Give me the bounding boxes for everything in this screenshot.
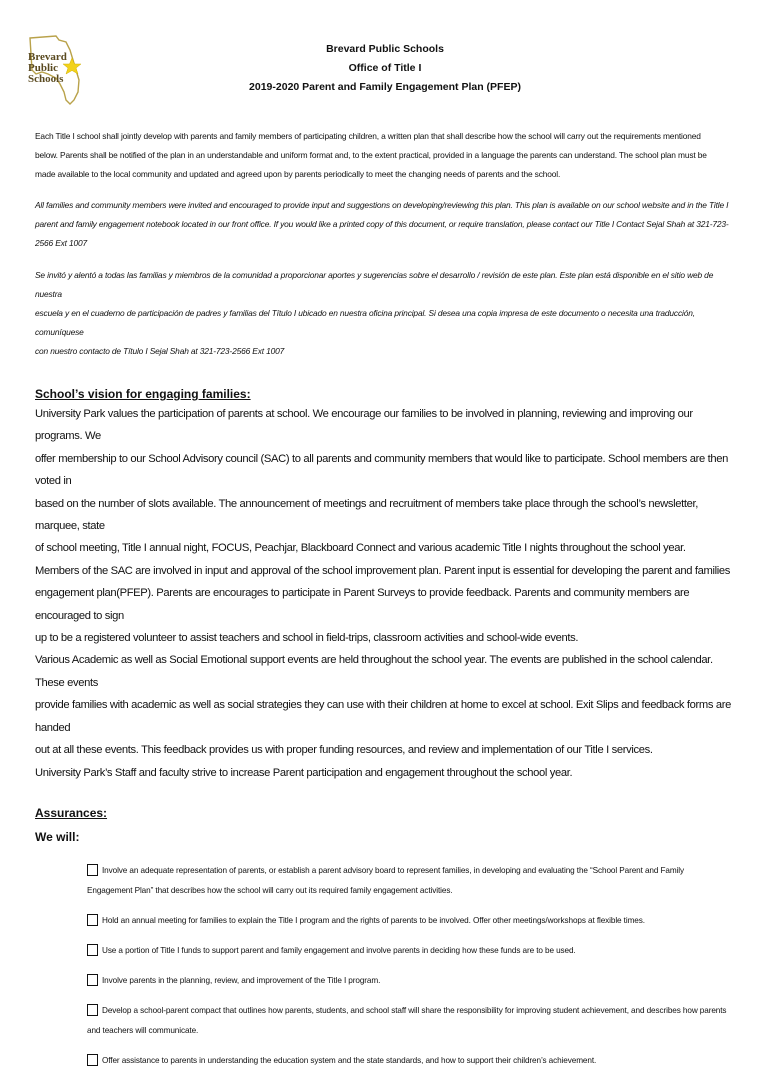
intro-paragraph [35,127,735,184]
notice-es-line: Se invitó y alentó a todas las familias y miembros de la comunidad a proporcionar aportes y sugerencias sobre el desarrollo / revisión de este plan. Este plan está disponible en el sitio web de nuestra [35,270,714,299]
assurance-list [35,861,735,1071]
assurance-checkbox[interactable] [87,1054,98,1066]
notice-en-line: All families and community members were invited and encouraged to provide input and suggestions on developing/reviewing this plan. This plan is available on our school website and in the Title I [35,200,729,210]
assurance-text: Develop a school-parent compact that outlines how parents, students, and school staff will share the responsibility for improving student achievement, and describes how parents [102,1005,727,1015]
intro-line: Each Title I school shall jointly develop with parents and family members of participating children, a written plan that shall describe how the school will carry out the requirements mentioned [35,131,701,141]
notice-spanish [35,266,735,361]
assurance-checkbox[interactable] [87,914,98,926]
assurance-item [87,971,735,991]
notice-es-line: con nuestro contacto de Título I Sejal Shah at 321-723-2566 Ext 1007 [35,346,285,356]
notice-en-line: 2566 Ext 1007 [35,238,88,248]
assurance-item [87,1051,735,1071]
assurance-text: Hold an annual meeting for families to explain the Title I program and the rights of parents to be involved. Offer other meetings/workshops at flexible times. [102,915,645,925]
assurance-text: Involve an adequate representation of parents, or establish a parent advisory board to represent families, in developing and evaluating the “School Parent and Family [102,865,685,875]
intro-line: below. Parents shall be notified of the plan in an understandable and uniform format and, to the extent practical, provided in a language the parents can understand. The school plan must be [35,150,707,160]
header-plan-title: 2019-2020 Parent and Family Engagement Plan (PFEP) [249,81,521,93]
vision-line: University Park values the participation of parents at school. We encourage our families to be involved in planning, reviewing and improving our programs. We [35,408,693,443]
vision-line: Members of the SAC are involved in input and approval of the school improvement plan. Parent input is essential for developing the parent and families [35,564,731,577]
vision-heading: School’s vision for engaging families: [35,387,251,401]
notice-en-line: parent and family engagement notebook located in our front office. If you would like a printed copy of this document, or require translation, please contact our Title I Contact Sejal Shah at 321-723- [35,219,729,229]
document-body [35,127,735,1081]
assurance-item [87,861,735,901]
vision-line: offer membership to our School Advisory council (SAC) to all parents and community members that would like to participate. School members are then voted in [35,452,729,488]
vision-line: up to be a registered volunteer to assist teachers and school in field-trips, classroom activities and school-wide events. [35,632,579,645]
header-office: Office of Title I [348,62,422,74]
notice-english [35,196,735,253]
vision-line: engagement plan(PFEP). Parents are encourages to participate in Parent Surveys to provide feedback. Parents and community members are encouraged to sign [35,587,690,622]
assurance-text: Use a portion of Title I funds to support parent and family engagement and involve parents in deciding how these funds are to be used. [102,945,576,955]
assurance-checkbox[interactable] [87,1004,98,1016]
assurance-checkbox[interactable] [87,864,98,876]
assurance-item [87,1001,735,1041]
vision-line: out at all these events. This feedback provides us with proper funding resources, and review and implementation of our Title I services. [35,744,653,757]
assurance-text-cont: Engagement Plan” that describes how the school will carry out its required family engagement activities. [87,885,453,895]
vision-line: University Park’s Staff and faculty strive to increase Parent participation and engagement throughout the school year. [35,766,573,779]
vision-line: of school meeting, Title I annual night, FOCUS, Peachjar, Blackboard Connect and various academic Title I nights throughout the school year. [35,542,686,555]
assurance-checkbox[interactable] [87,974,98,986]
assurance-text: Offer assistance to parents in understanding the education system and the state standards, and how to support their children’s achievement. [102,1055,597,1065]
assurance-item [87,941,735,961]
vision-section [35,403,735,784]
we-will-heading: We will: [35,829,80,844]
vision-line: based on the number of slots available. The announcement of meetings and recruitment of members take place through the school’s newsletter, marquee, state [35,497,699,533]
intro-line: made available to the local community and updated and agreed upon by parents periodically to meet the changing needs of parents and the school. [35,169,561,179]
assurance-item [87,911,735,931]
assurance-text-cont: and teachers will communicate. [87,1025,199,1035]
logo-line-schools: Schools [28,73,64,85]
vision-line: provide families with academic as well as social strategies they can use with their children at home to excel at school. Exit Slips and feedback forms are handed [35,699,732,734]
assurance-checkbox[interactable] [87,944,98,956]
notice-es-line: escuela y en el cuaderno de participación de padres y familias del Título I ubicado en nuestra oficina principal. Si desea una copia impresa de este documento o necesita una traducción, comuníquese [35,308,695,337]
document-header [0,40,770,97]
header-district: Brevard Public Schools [326,43,444,55]
assurances-heading: Assurances: [35,805,108,820]
vision-line: Various Academic as well as Social Emotional support events are held throughout the school year. The events are published in the school calendar. These events [35,654,713,689]
logo-line-brevard: Brevard [28,51,67,63]
assurance-text: Involve parents in the planning, review, and improvement of the Title I program. [102,975,381,985]
logo-line-public: Public [28,62,58,74]
